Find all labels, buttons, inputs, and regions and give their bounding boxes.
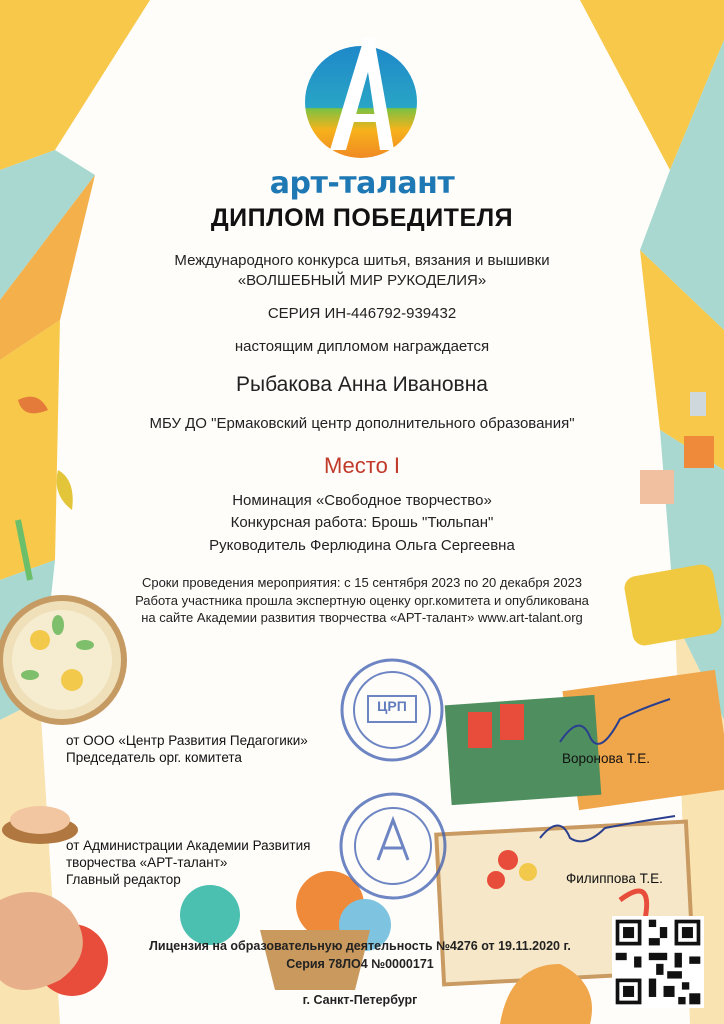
contest-line-1: Международного конкурса шитья, вязания и вышивки: [174, 252, 550, 269]
recipient-name: Рыбакова Анна Ивановна: [236, 373, 488, 396]
diploma-title: ДИПЛОМ ПОБЕДИТЕЛЯ: [210, 204, 514, 232]
place-label: Место I: [323, 453, 401, 478]
brand-name: арт-талант: [269, 166, 455, 201]
awarded-text: настоящим дипломом награждается: [234, 338, 490, 355]
series-number: СЕРИЯ ИН-446792-939432: [267, 305, 457, 322]
signature-2-line-3: Главный редактор: [66, 872, 181, 887]
expert-line-1: Работа участника прошла экспертную оценку орг.комитета и опубликована: [135, 593, 589, 608]
signature-1-name: Воронова Т.Е.: [562, 751, 651, 766]
stamp-crp-text: ЦРП: [377, 698, 407, 714]
nomination-text: Номинация «Свободное творчество»: [232, 492, 492, 509]
signature-1-line-1: от ООО «Центр Развития Педагогики»: [66, 733, 308, 748]
signature-2-line-2: творчества «АРТ-талант»: [66, 855, 228, 870]
art-talant-logo-icon: [302, 32, 420, 170]
signature-1-line-2: Председатель орг. комитета: [66, 750, 242, 765]
organization-name: МБУ ДО "Ермаковский центр дополнительного образования": [149, 415, 575, 432]
stamp-art-talant: [341, 794, 445, 898]
signature-block-1: [66, 732, 308, 766]
city-name: г. Санкт-Петербург: [302, 993, 418, 1007]
license-series: Серия 78ЛО4 №0000171: [286, 957, 434, 971]
contest-line-2: «ВОЛШЕБНЫЙ МИР РУКОДЕЛИЯ»: [237, 272, 487, 289]
license-text: Лицензия на образовательную деятельность №4276 от 19.11.2020 г.: [149, 939, 571, 953]
event-dates: Сроки проведения мероприятия: с 15 сентября 2023 по 20 декабря 2023: [141, 575, 583, 590]
signature-2-name: Филиппова Т.Е.: [566, 871, 663, 886]
signature-2-line-1: от Администрации Академии Развития: [66, 838, 311, 853]
signature-block-2: [66, 837, 310, 888]
expert-line-2: на сайте Академии развития творчества «АРТ-талант» www.art-talant.org: [141, 610, 583, 625]
yarn-balls-icon: [36, 871, 391, 996]
qr-code-icon: [612, 916, 704, 1008]
work-title: Конкурсная работа: Брошь "Тюльпан": [230, 514, 494, 531]
supervisor-text: Руководитель Ферлюдина Ольга Сергеевна: [209, 537, 515, 554]
